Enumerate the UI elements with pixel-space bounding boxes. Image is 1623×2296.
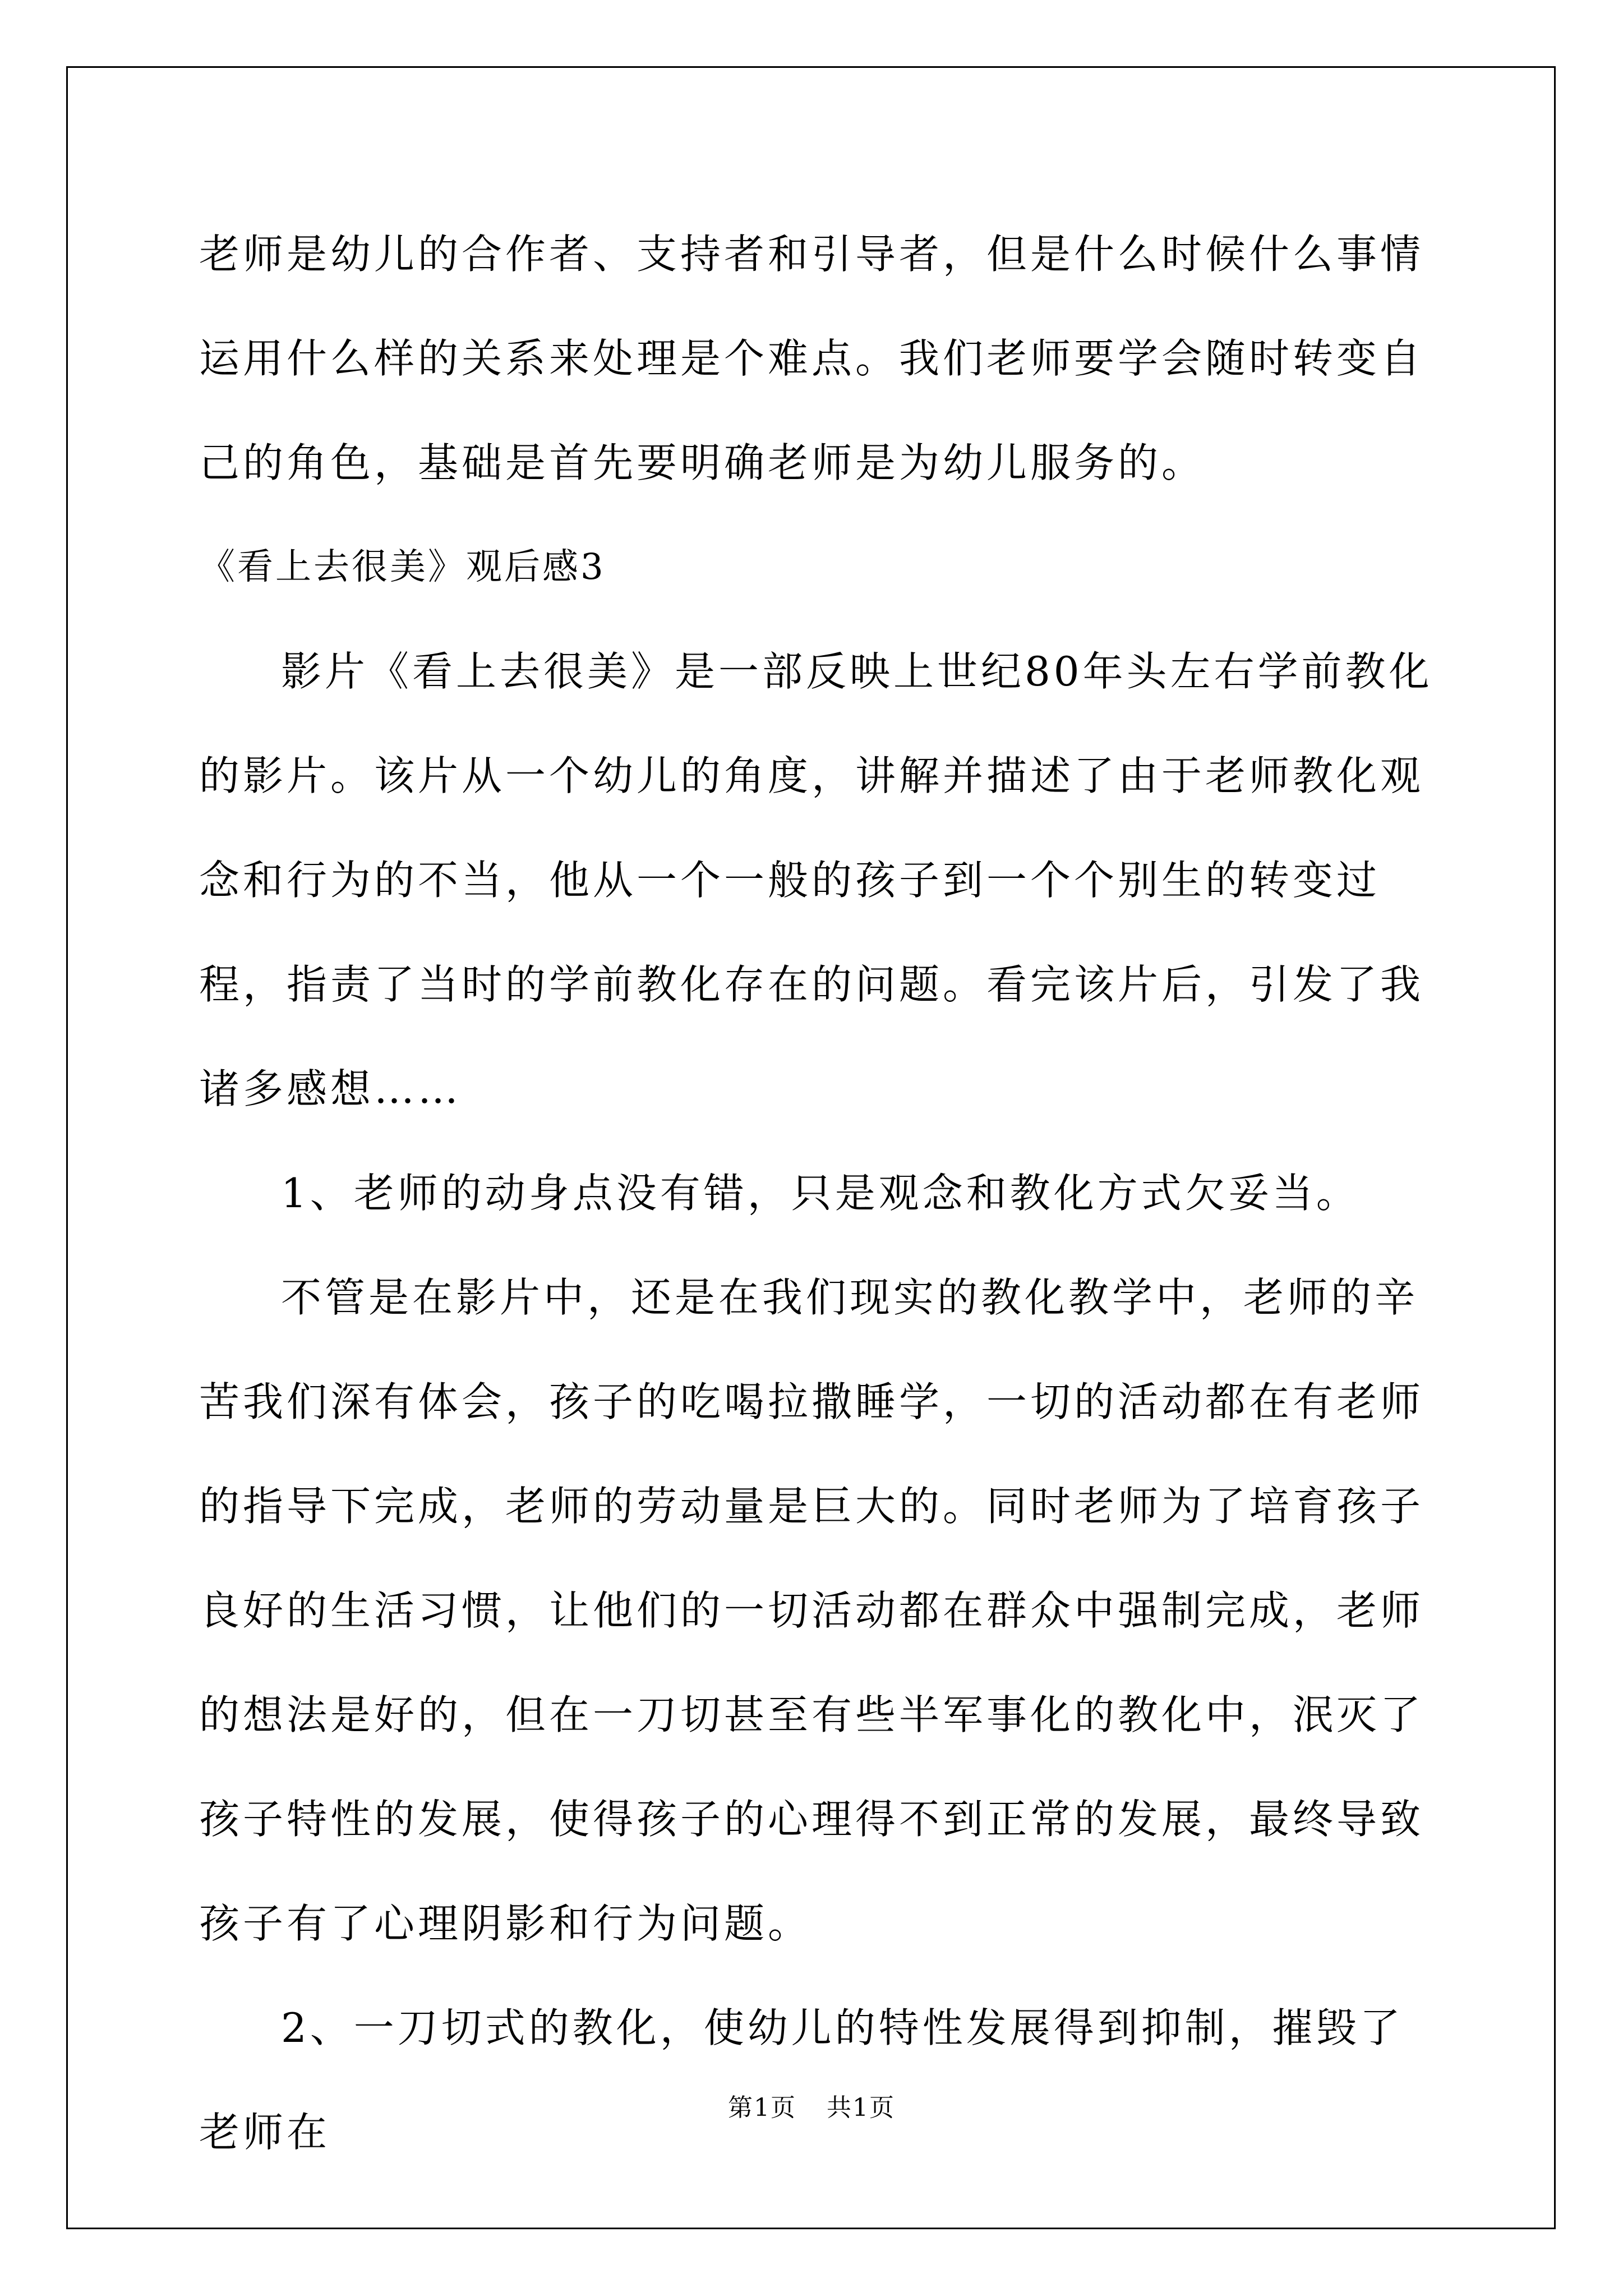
paragraph-point-2: 2、一刀切式的教化，使幼儿的特性发展得到抑制，摧毁了老师在	[199, 2004, 1404, 2156]
section-heading: 《看上去很美》观后感3	[199, 546, 606, 588]
paragraph-film-summary: 影片《看上去很美》是一部反映上世纪80年头左右学前教化的影片。该片从一个幼儿的角度，讲解并描述了由于老师教化观念和行为的不当，他从一个一般的孩子到一个个别生的转变过程，指责了当时的学前教化存在的问题。看完该片后，引发了我诸多感想……	[199, 648, 1433, 1112]
page-footer	[0, 2091, 1623, 2125]
paragraph-point-1-detail: 不管是在影片中，还是在我们现实的教化教学中，老师的辛苦我们深有体会，孩子的吃喝拉撒睡学，一切的活动都在有老师的指导下完成，老师的劳动量是巨大的。同时老师为了培育孩子良好的生活习惯，让他们的一切活动都在群众中强制完成，老师的想法是好的，但在一刀切甚至有些半军事化的教化中，泯灭了孩子特性的发展，使得孩子的心理得不到正常的发展，最终导致孩子有了心理阴影和行为问题。	[199, 1274, 1424, 1947]
page-number: 第1页	[728, 2093, 796, 2122]
paragraph-intro: 老师是幼儿的合作者、支持者和引导者，但是什么时候什么事情运用什么样的关系来处理是个难点。我们老师要学会随时转变自己的角色，基础是首先要明确老师是为幼儿服务的。	[199, 231, 1424, 486]
page-total: 共1页	[827, 2093, 895, 2122]
document-body	[199, 202, 1438, 2184]
paragraph-point-1: 1、老师的动身点没有错，只是观念和教化方式欠妥当。	[281, 1170, 1360, 1217]
